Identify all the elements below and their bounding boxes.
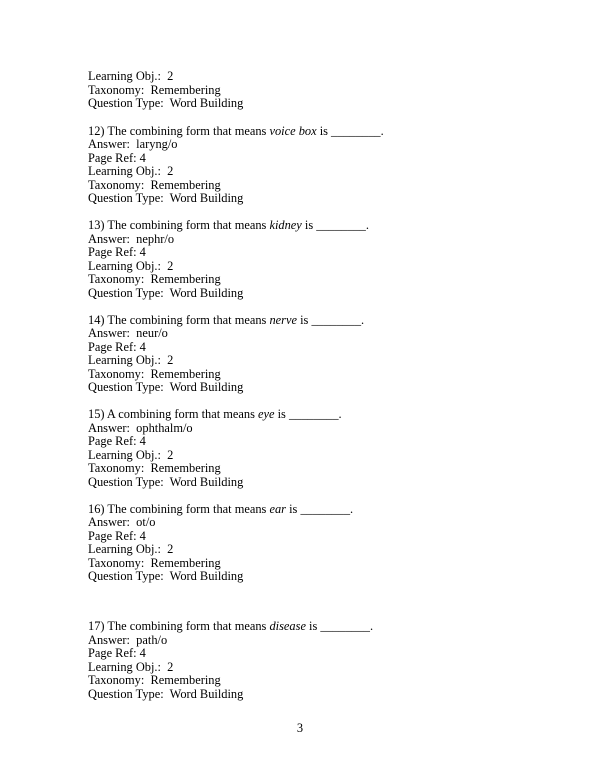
taxonomy: Taxonomy: Remembering (88, 555, 221, 570)
answer: Answer: path/o (88, 632, 168, 647)
question-11-fragment (88, 70, 548, 111)
learning-objective: Learning Obj.: 2 (88, 258, 174, 273)
answer: Answer: ot/o (88, 515, 156, 529)
learning-objective: Learning Obj.: 2 (88, 69, 174, 83)
taxonomy: Taxonomy: Remembering (88, 272, 221, 286)
prompt-term: voice box (269, 123, 317, 138)
question-prompt: 17) The combining form that means disease is ________. (88, 619, 374, 633)
page-ref: Page Ref: 4 (88, 646, 146, 660)
page-number: 3 (296, 721, 304, 735)
question-type: Question Type: Word Building (88, 96, 244, 110)
question-type: Question Type: Word Building (88, 380, 244, 394)
page-ref: Page Ref: 4 (88, 434, 146, 448)
question-type: Question Type: Word Building (88, 191, 244, 205)
question-prompt: 14) The combining form that means nerve is ________. (88, 312, 365, 327)
question-prompt: 15) A combining form that means eye is ________. (88, 407, 342, 421)
question-12 (88, 125, 548, 206)
taxonomy: Taxonomy: Remembering (88, 82, 221, 97)
prompt-term: nerve (269, 312, 297, 327)
taxonomy: Taxonomy: Remembering (88, 461, 221, 475)
page-ref: Page Ref: 4 (88, 245, 146, 259)
question-type: Question Type: Word Building (88, 686, 244, 701)
learning-objective: Learning Obj.: 2 (88, 542, 174, 556)
learning-objective: Learning Obj.: 2 (88, 447, 174, 462)
question-type: Question Type: Word Building (88, 285, 244, 300)
learning-objective: Learning Obj.: 2 (88, 353, 174, 367)
answer: Answer: neur/o (88, 326, 168, 340)
page-ref: Page Ref: 4 (88, 150, 146, 165)
question-prompt: 13) The combining form that means kidney is ________. (88, 218, 369, 232)
answer: Answer: ophthalm/o (88, 420, 193, 435)
answer: Answer: nephr/o (88, 231, 175, 246)
learning-objective: Learning Obj.: 2 (88, 659, 174, 674)
question-type: Question Type: Word Building (88, 569, 244, 583)
learning-objective: Learning Obj.: 2 (88, 164, 174, 178)
taxonomy: Taxonomy: Remembering (88, 673, 221, 687)
question-16 (88, 503, 548, 584)
question-13 (88, 219, 548, 300)
question-15 (88, 408, 548, 489)
question-prompt: 16) The combining form that means ear is ________. (88, 501, 354, 516)
question-type: Question Type: Word Building (88, 474, 244, 489)
prompt-term: disease (269, 619, 306, 633)
prompt-term: eye (258, 407, 275, 421)
question-14 (88, 314, 548, 395)
taxonomy: Taxonomy: Remembering (88, 177, 221, 192)
prompt-term: kidney (269, 218, 302, 232)
answer: Answer: laryng/o (88, 137, 178, 151)
page-ref: Page Ref: 4 (88, 528, 146, 543)
question-17 (88, 620, 548, 701)
taxonomy: Taxonomy: Remembering (88, 366, 221, 381)
prompt-term: ear (269, 501, 286, 516)
page-ref: Page Ref: 4 (88, 339, 146, 354)
question-prompt: 12) The combining form that means voice box is ________. (88, 123, 384, 138)
